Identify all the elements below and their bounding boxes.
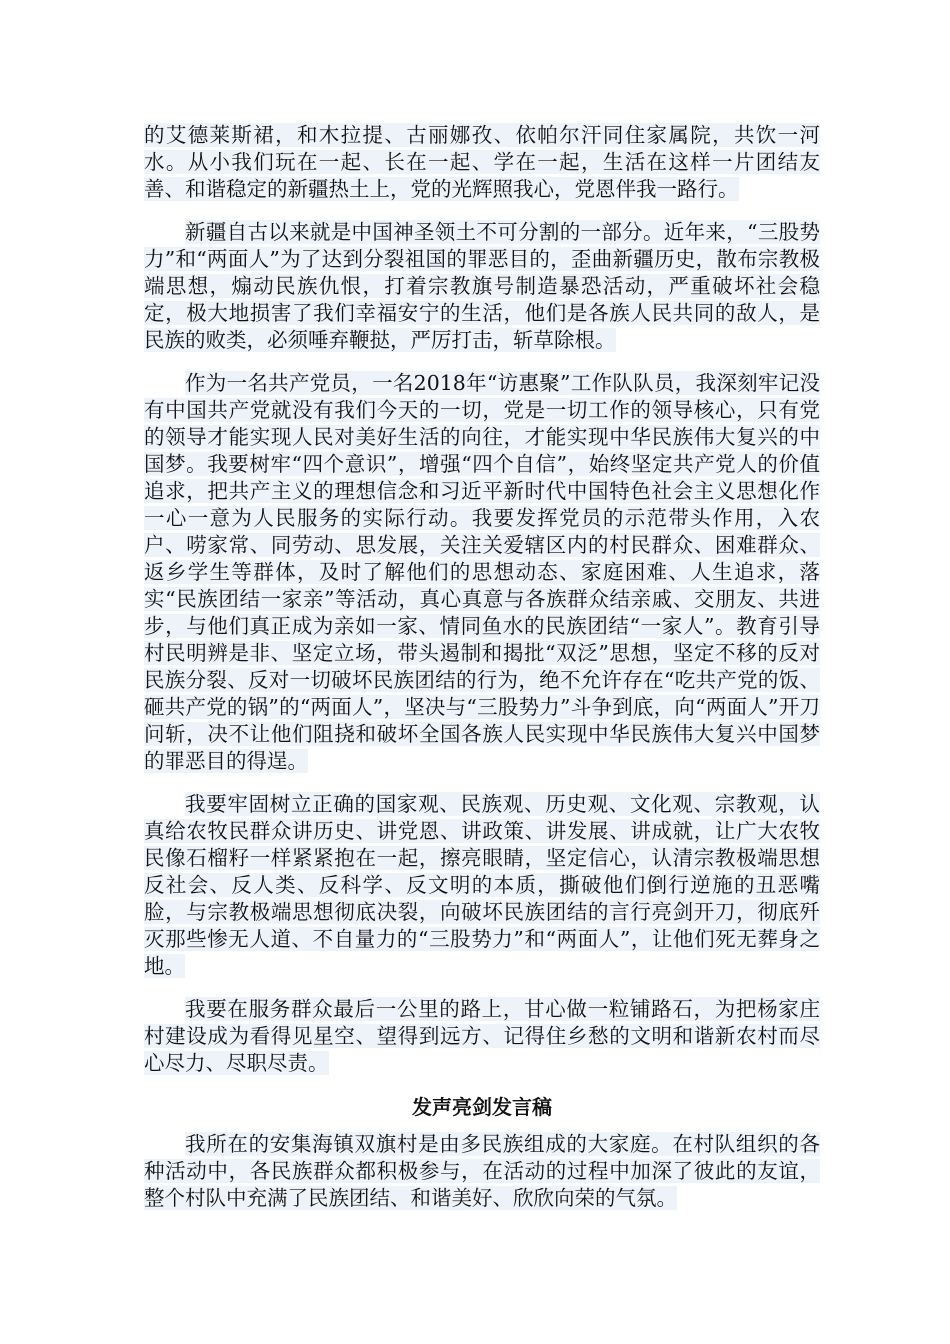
paragraph-text: 我要牢固树立正确的国家观、民族观、历史观、文化观、宗教观，认真给农牧民群众讲历史、讲党恩、讲政策、讲发展、讲成就，让广大农牧民像石榴籽一样紧紧抱在一起，擦亮眼睛，坚定信心，认清宗教极端思想反社会、反人类、反科学、反文明的本质，撕破他们倒行逆施的丑恶嘴脸，与宗教极端思想彻底决裂，向破坏民族团结的言行亮剑开刀，彻底歼灭那些惨无人道、不自量力的“三股势力”和“两面人”，让他们死无葬身之地。 bbox=[144, 792, 820, 978]
paragraph-five-views bbox=[144, 791, 820, 980]
paragraph-text: 作为一名共产党员，一名2018年“访惠聚”工作队队员，我深刻牢记没有中国共产党就没有我们今天的一切，党是一切工作的领导核心，只有党的领导才能实现人民对美好生活的向往，才能实现中华民族伟大复兴的中国梦。我要树牢“四个意识”，增强“四个自信”，始终坚定共产党人的价值追求，把共产主义的理想信念和习近平新时代中国特色社会主义思想化作一心一意为人民服务的实际行动。我要发挥党员的示范带头作用，入农户、唠家常、同劳动、思发展，关注关爱辖区内的村民群众、困难群众、返乡学生等群体，及时了解他们的思想动态、家庭困难、人生追求，落实“民族团结一家亲”等活动，真心真意与各族群众结亲戚、交朋友、共进步，与他们真正成为亲如一家、情同鱼水的民族团结“一家人”。教育引导村民明辨是非、坚定立场，带头遏制和揭批“双泛”思想，坚定不移的反对民族分裂、反对一切破坏民族团结的行为，绝不允许存在“吃共产党的饭、砸共产党的锅”的“两面人”，坚决与“三股势力”斗争到底，向“两面人”开刀问斩，决不让他们阻挠和破坏全国各族人民实现中华民族伟大复兴中国梦的罪恶目的得逞。 bbox=[144, 371, 820, 773]
paragraph-xinjiang-history bbox=[144, 219, 820, 354]
paragraph-party-member bbox=[144, 370, 820, 775]
paragraph-paving-stone bbox=[144, 996, 820, 1077]
paragraph-continuation bbox=[144, 122, 820, 203]
section-heading: 发声亮剑发言稿 bbox=[412, 1095, 552, 1119]
paragraph-text: 我要在服务群众最后一公里的路上，甘心做一粒铺路石，为把杨家庄村建设成为看得见星空、望得到远方、记得住乡愁的文明和谐新农村而尽心尽力、尽职尽责。 bbox=[144, 997, 820, 1075]
paragraph-text: 新疆自古以来就是中国神圣领土不可分割的一部分。近年来，“三股势力”和“两面人”为了达到分裂祖国的罪恶目的，歪曲新疆历史，散布宗教极端思想，煽动民族仇恨，打着宗教旗号制造暴恐活动，严重破坏社会稳定，极大地损害了我们幸福安宁的生活，他们是各族人民共同的敌人，是民族的败类，必须唾弃鞭挞，严厉打击，斩草除根。 bbox=[144, 220, 820, 352]
document-body bbox=[144, 122, 820, 1228]
paragraph-text: 我所在的安集海镇双旗村是由多民族组成的大家庭。在村队组织的各种活动中，各民族群众都积极参与，在活动的过程中加深了彼此的友谊，整个村队中充满了民族团结、和谐美好、欣欣向荣的气氛。 bbox=[144, 1132, 820, 1210]
paragraph-text: 的艾德莱斯裙，和木拉提、古丽娜孜、依帕尔汗同住家属院，共饮一河水。从小我们玩在一起、长在一起、学在一起，生活在这样一片团结友善、和谐稳定的新疆热土上，党的光辉照我心，党恩伴我一路行。 bbox=[144, 123, 820, 201]
paragraph-village-intro bbox=[144, 1131, 820, 1212]
